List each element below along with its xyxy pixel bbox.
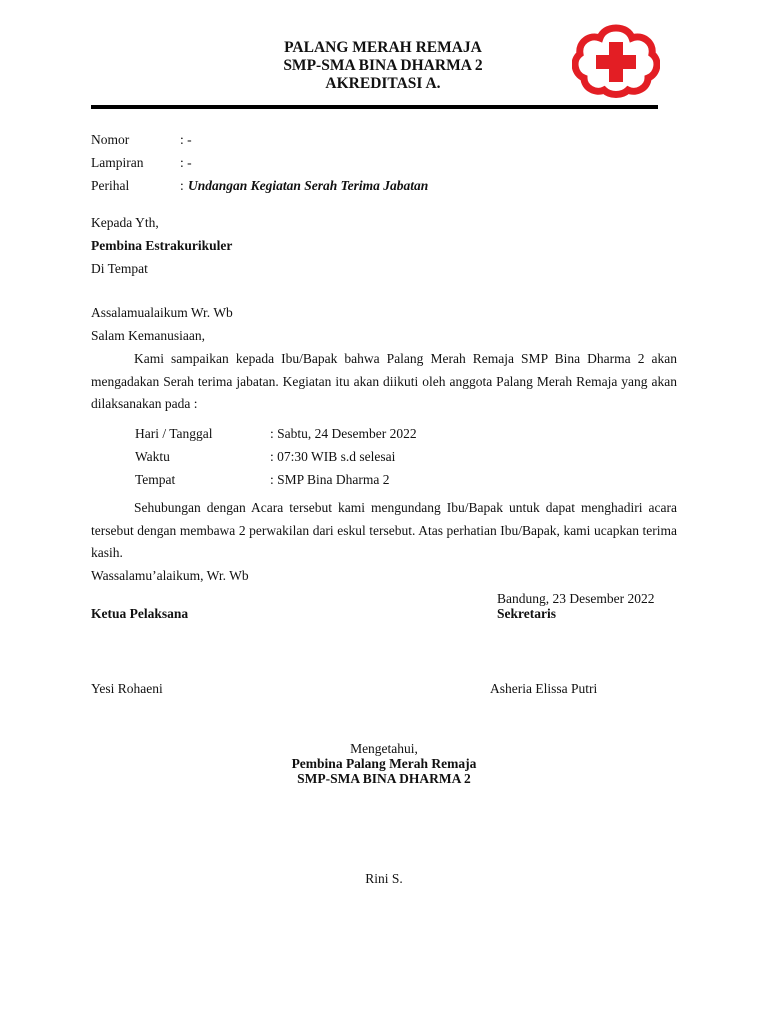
signer-right-title: Sekretaris (497, 606, 556, 621)
detail-label-time: Waktu (135, 449, 170, 464)
detail-label-date: Hari / Tanggal (135, 426, 213, 441)
signer-right-name: Asheria Elissa Putri (490, 681, 598, 696)
org-name: PALANG MERAH REMAJA (284, 39, 482, 56)
accreditation: AKREDITASI A. (325, 75, 441, 92)
closing-salam: Wassalamu’alaikum, Wr. Wb (91, 568, 249, 583)
detail-value-place: : SMP Bina Dharma 2 (270, 472, 390, 487)
approval-label: Mengetahui, (350, 741, 418, 756)
meta-label-perihal: Perihal (91, 178, 130, 193)
meta-label-lampiran: Lampiran (91, 155, 144, 170)
approval-school: SMP-SMA BINA DHARMA 2 (297, 771, 471, 786)
meta-label-nomor: Nomor (91, 132, 130, 147)
signer-left-name: Yesi Rohaeni (91, 681, 163, 696)
approval-role: Pembina Palang Merah Remaja (291, 756, 477, 771)
detail-value-time: : 07:30 WIB s.d selesai (270, 449, 396, 464)
recipient-name: Pembina Estrakurikuler (91, 238, 233, 253)
red-cross-logo-icon (572, 22, 660, 98)
signer-left-title: Ketua Pelaksana (91, 606, 189, 621)
subject-value: Undangan Kegiatan Serah Terima Jabatan (188, 178, 429, 193)
approval-name: Rini S. (365, 871, 403, 886)
meta-sep-perihal: : (180, 178, 184, 193)
meta-sep-nomor: : - (180, 132, 192, 147)
opening-salam: Assalamualaikum Wr. Wb (91, 305, 233, 320)
recipient-place: Di Tempat (91, 261, 148, 276)
school-name: SMP-SMA BINA DHARMA 2 (283, 57, 483, 74)
paragraph-closing: Sehubungan dengan Acara tersebut kami mengundang Ibu/Bapak untuk dapat menghadiri acara tersebut dengan membawa 2 perwakilan dari eskul tersebut. Atas perhatian Ibu/Bapak, kami ucapkan terima kasih. (91, 500, 677, 560)
detail-value-date: : Sabtu, 24 Desember 2022 (270, 426, 417, 441)
recipient-greeting: Kepada Yth, (91, 215, 159, 230)
paragraph-invitation: Kami sampaikan kepada Ibu/Bapak bahwa Palang Merah Remaja SMP Bina Dharma 2 akan mengadakan Serah terima jabatan. Kegiatan itu akan diikuti oleh anggota Palang Merah Remaja yang akan dilaksanakan pada : (91, 351, 677, 411)
detail-label-place: Tempat (135, 472, 176, 487)
header-divider (91, 105, 658, 109)
meta-sep-lampiran: : - (180, 155, 192, 170)
letter-date: Bandung, 23 Desember 2022 (497, 591, 655, 606)
opening-kemanusiaan: Salam Kemanusiaan, (91, 328, 205, 343)
